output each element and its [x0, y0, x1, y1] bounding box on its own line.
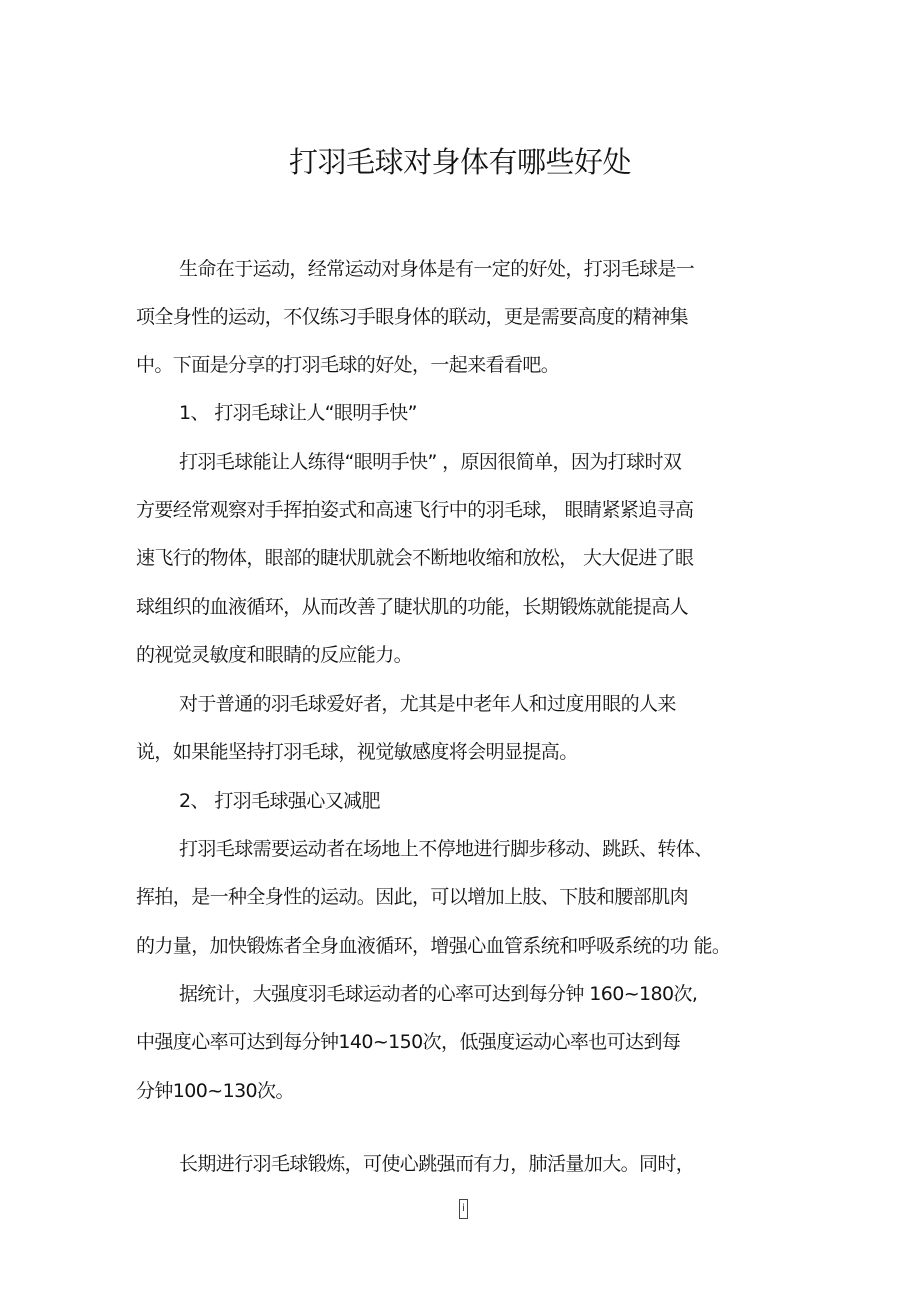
paragraph-line: 分钟100~130次。 — [136, 1080, 294, 1102]
page-number: i — [459, 1199, 468, 1219]
section-heading-2: 2、 打羽毛球强心又减肥 — [179, 790, 380, 812]
paragraph-line: 生命在于运动，经常运动对身体是有一定的好处，打羽毛球是一 — [179, 258, 695, 280]
paragraph-line: 打羽毛球需要运动者在场地上不停地进行脚步移动、跳跃、转体、 — [179, 838, 713, 860]
paragraph-line: 据统计，大强度羽毛球运动者的心率可达到每分钟 160~180次, — [179, 983, 698, 1005]
paragraph-line: 打羽毛球能让人练得“眼明手快” ，原因很简单，因为打球时双 — [179, 451, 682, 473]
paragraph-line: 方要经常观察对手挥拍姿式和高速飞行中的羽毛球， 眼睛紧紧追寻高 — [136, 499, 694, 521]
document-title: 打羽毛球对身体有哪些好处 — [288, 145, 631, 179]
paragraph-line: 中强度心率可达到每分钟140~150次，低强度运动心率也可达到每 — [136, 1031, 681, 1053]
paragraph-line: 挥拍，是一种全身性的运动。因此，可以增加上肢、下肢和腰部肌肉 — [136, 886, 689, 908]
section-heading-1: 1、 打羽毛球让人“眼明手快” — [179, 402, 417, 424]
paragraph-line: 项全身性的运动，不仅练习手眼身体的联动，更是需要高度的精神集 — [136, 306, 689, 328]
paragraph-line: 中。下面是分享的打羽毛球的好处，一起来看看吧。 — [136, 354, 560, 376]
paragraph-line: 对于普通的羽毛球爱好者，尤其是中老年人和过度用眼的人来 — [179, 693, 676, 715]
paragraph-line: 的力量，加快锻炼者全身血液循环，增强心血管系统和呼吸系统的功 能。 — [136, 935, 731, 957]
paragraph-line: 说，如果能坚持打羽毛球，视觉敏感度将会明显提高。 — [136, 741, 578, 763]
paragraph-line: 的视觉灵敏度和眼睛的反应能力。 — [136, 644, 413, 666]
paragraph-line: 球组织的血液循环，从而改善了睫状肌的功能，长期锻炼就能提高人 — [136, 596, 689, 618]
paragraph-line: 速飞行的物体，眼部的睫状肌就会不断地收缩和放松， 大大促进了眼 — [136, 547, 694, 569]
paragraph-line: 长期进行羽毛球锻炼，可使心跳强而有力，肺活量加大。同时， — [179, 1153, 695, 1175]
